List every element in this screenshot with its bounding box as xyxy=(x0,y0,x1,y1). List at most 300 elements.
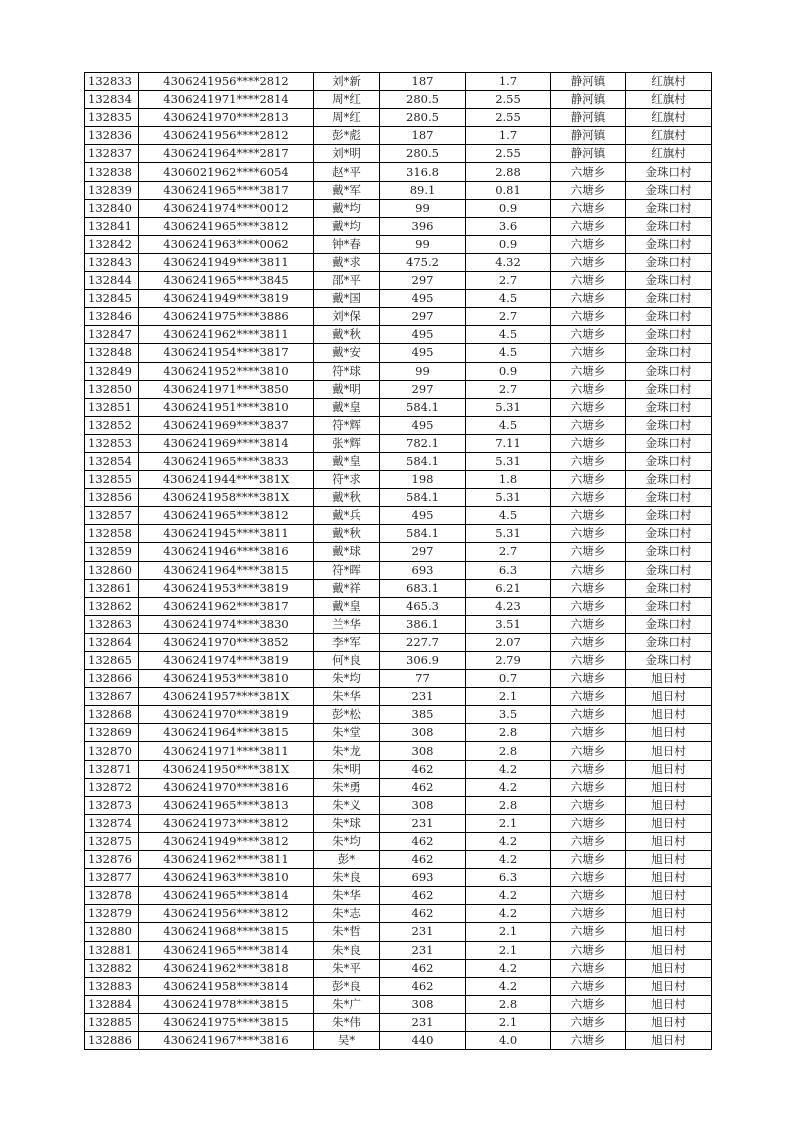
id-number-cell: 4306241958****381X xyxy=(139,489,314,507)
row-number-cell: 132835 xyxy=(85,109,139,127)
person-name-cell: 朱*良 xyxy=(314,869,380,887)
amount-cell: 385 xyxy=(380,706,466,724)
village-cell: 金珠口村 xyxy=(626,308,712,326)
person-name-cell: 吴* xyxy=(314,1031,380,1049)
quantity-cell: 4.2 xyxy=(466,959,551,977)
township-cell: 静河镇 xyxy=(551,73,626,91)
table-row xyxy=(85,760,712,778)
person-name-cell: 刘*保 xyxy=(314,308,380,326)
quantity-cell: 4.2 xyxy=(466,851,551,869)
row-number-cell: 132870 xyxy=(85,742,139,760)
person-name-cell: 朱*勇 xyxy=(314,778,380,796)
township-cell: 六塘乡 xyxy=(551,724,626,742)
row-number-cell: 132885 xyxy=(85,1013,139,1031)
row-number-cell: 132848 xyxy=(85,344,139,362)
id-number-cell: 4306241958****3814 xyxy=(139,977,314,995)
table-row xyxy=(85,887,712,905)
quantity-cell: 2.7 xyxy=(466,543,551,561)
amount-cell: 99 xyxy=(380,199,466,217)
table-row xyxy=(85,778,712,796)
amount-cell: 231 xyxy=(380,941,466,959)
person-name-cell: 周*红 xyxy=(314,91,380,109)
row-number-cell: 132877 xyxy=(85,869,139,887)
village-cell: 旭日村 xyxy=(626,1013,712,1031)
township-cell: 六塘乡 xyxy=(551,814,626,832)
village-cell: 金珠口村 xyxy=(626,199,712,217)
amount-cell: 693 xyxy=(380,869,466,887)
row-number-cell: 132860 xyxy=(85,561,139,579)
township-cell: 六塘乡 xyxy=(551,290,626,308)
table-row xyxy=(85,995,712,1013)
table-row xyxy=(85,253,712,271)
person-name-cell: 戴*皇 xyxy=(314,452,380,470)
village-cell: 旭日村 xyxy=(626,706,712,724)
row-number-cell: 132856 xyxy=(85,489,139,507)
id-number-cell: 4306241975****3815 xyxy=(139,1013,314,1031)
person-name-cell: 彭*松 xyxy=(314,706,380,724)
quantity-cell: 2.8 xyxy=(466,995,551,1013)
village-cell: 旭日村 xyxy=(626,778,712,796)
township-cell: 六塘乡 xyxy=(551,507,626,525)
person-name-cell: 朱*广 xyxy=(314,995,380,1013)
person-name-cell: 戴*秋 xyxy=(314,525,380,543)
township-cell: 六塘乡 xyxy=(551,561,626,579)
village-cell: 金珠口村 xyxy=(626,344,712,362)
row-number-cell: 132866 xyxy=(85,670,139,688)
id-number-cell: 4306241965****3813 xyxy=(139,796,314,814)
village-cell: 旭日村 xyxy=(626,977,712,995)
table-row xyxy=(85,91,712,109)
township-cell: 六塘乡 xyxy=(551,308,626,326)
village-cell: 金珠口村 xyxy=(626,543,712,561)
id-number-cell: 4306241968****3815 xyxy=(139,923,314,941)
village-cell: 红旗村 xyxy=(626,145,712,163)
row-number-cell: 132833 xyxy=(85,73,139,91)
table-row xyxy=(85,362,712,380)
table-row xyxy=(85,471,712,489)
id-number-cell: 4306241956****2812 xyxy=(139,127,314,145)
amount-cell: 462 xyxy=(380,959,466,977)
table-row xyxy=(85,579,712,597)
table-row xyxy=(85,923,712,941)
township-cell: 六塘乡 xyxy=(551,869,626,887)
id-number-cell: 4306241967****3816 xyxy=(139,1031,314,1049)
amount-cell: 280.5 xyxy=(380,145,466,163)
table-row xyxy=(85,290,712,308)
id-number-cell: 4306241973****3812 xyxy=(139,814,314,832)
id-number-cell: 4306241965****3814 xyxy=(139,941,314,959)
table-row xyxy=(85,507,712,525)
amount-cell: 99 xyxy=(380,362,466,380)
table-row xyxy=(85,851,712,869)
village-cell: 旭日村 xyxy=(626,905,712,923)
amount-cell: 308 xyxy=(380,724,466,742)
person-name-cell: 符*辉 xyxy=(314,416,380,434)
village-cell: 旭日村 xyxy=(626,869,712,887)
township-cell: 六塘乡 xyxy=(551,887,626,905)
quantity-cell: 4.2 xyxy=(466,905,551,923)
quantity-cell: 4.2 xyxy=(466,778,551,796)
quantity-cell: 4.5 xyxy=(466,326,551,344)
quantity-cell: 4.23 xyxy=(466,597,551,615)
table-row xyxy=(85,814,712,832)
amount-cell: 462 xyxy=(380,832,466,850)
village-cell: 旭日村 xyxy=(626,851,712,869)
quantity-cell: 6.3 xyxy=(466,869,551,887)
person-name-cell: 戴*皇 xyxy=(314,597,380,615)
village-cell: 旭日村 xyxy=(626,742,712,760)
village-cell: 金珠口村 xyxy=(626,398,712,416)
village-cell: 金珠口村 xyxy=(626,380,712,398)
quantity-cell: 5.31 xyxy=(466,452,551,470)
amount-cell: 308 xyxy=(380,742,466,760)
table-row xyxy=(85,742,712,760)
table-row xyxy=(85,561,712,579)
person-name-cell: 朱*哲 xyxy=(314,923,380,941)
id-number-cell: 4306241965****3814 xyxy=(139,887,314,905)
person-name-cell: 李*军 xyxy=(314,633,380,651)
table-row xyxy=(85,796,712,814)
id-number-cell: 4306241957****381X xyxy=(139,688,314,706)
row-number-cell: 132874 xyxy=(85,814,139,832)
quantity-cell: 2.1 xyxy=(466,923,551,941)
township-cell: 六塘乡 xyxy=(551,923,626,941)
id-number-cell: 4306241974****0012 xyxy=(139,199,314,217)
table-row xyxy=(85,832,712,850)
id-number-cell: 4306241951****3810 xyxy=(139,398,314,416)
quantity-cell: 2.8 xyxy=(466,742,551,760)
table-row xyxy=(85,235,712,253)
person-name-cell: 戴*军 xyxy=(314,181,380,199)
amount-cell: 462 xyxy=(380,977,466,995)
village-cell: 旭日村 xyxy=(626,941,712,959)
table-row xyxy=(85,272,712,290)
quantity-cell: 2.55 xyxy=(466,145,551,163)
village-cell: 金珠口村 xyxy=(626,579,712,597)
table-row xyxy=(85,452,712,470)
person-name-cell: 朱*华 xyxy=(314,887,380,905)
table-row xyxy=(85,706,712,724)
id-number-cell: 4306241970****3816 xyxy=(139,778,314,796)
id-number-cell: 4306241969****3837 xyxy=(139,416,314,434)
village-cell: 红旗村 xyxy=(626,109,712,127)
township-cell: 六塘乡 xyxy=(551,235,626,253)
row-number-cell: 132879 xyxy=(85,905,139,923)
person-name-cell: 戴*球 xyxy=(314,543,380,561)
township-cell: 六塘乡 xyxy=(551,1031,626,1049)
row-number-cell: 132858 xyxy=(85,525,139,543)
township-cell: 静河镇 xyxy=(551,109,626,127)
id-number-cell: 4306241978****3815 xyxy=(139,995,314,1013)
row-number-cell: 132868 xyxy=(85,706,139,724)
person-name-cell: 朱*华 xyxy=(314,688,380,706)
quantity-cell: 4.5 xyxy=(466,290,551,308)
amount-cell: 89.1 xyxy=(380,181,466,199)
table-row xyxy=(85,1031,712,1049)
id-number-cell: 4306241974****3819 xyxy=(139,652,314,670)
table-row xyxy=(85,434,712,452)
quantity-cell: 4.2 xyxy=(466,832,551,850)
table-row xyxy=(85,869,712,887)
table-row xyxy=(85,525,712,543)
row-number-cell: 132842 xyxy=(85,235,139,253)
table-row xyxy=(85,977,712,995)
row-number-cell: 132849 xyxy=(85,362,139,380)
township-cell: 六塘乡 xyxy=(551,199,626,217)
township-cell: 六塘乡 xyxy=(551,380,626,398)
id-number-cell: 4306241964****3815 xyxy=(139,561,314,579)
table-row xyxy=(85,959,712,977)
id-number-cell: 4306241949****3812 xyxy=(139,832,314,850)
township-cell: 六塘乡 xyxy=(551,670,626,688)
row-number-cell: 132864 xyxy=(85,633,139,651)
township-cell: 六塘乡 xyxy=(551,597,626,615)
table-row xyxy=(85,1013,712,1031)
township-cell: 六塘乡 xyxy=(551,344,626,362)
village-cell: 旭日村 xyxy=(626,832,712,850)
id-number-cell: 4306241962****3817 xyxy=(139,597,314,615)
person-name-cell: 戴*明 xyxy=(314,380,380,398)
person-name-cell: 钟*春 xyxy=(314,235,380,253)
village-cell: 金珠口村 xyxy=(626,633,712,651)
village-cell: 金珠口村 xyxy=(626,652,712,670)
row-number-cell: 132852 xyxy=(85,416,139,434)
amount-cell: 584.1 xyxy=(380,398,466,416)
row-number-cell: 132876 xyxy=(85,851,139,869)
id-number-cell: 4306241970****3852 xyxy=(139,633,314,651)
person-name-cell: 赵*平 xyxy=(314,163,380,181)
village-cell: 旭日村 xyxy=(626,724,712,742)
quantity-cell: 4.0 xyxy=(466,1031,551,1049)
township-cell: 六塘乡 xyxy=(551,652,626,670)
township-cell: 六塘乡 xyxy=(551,579,626,597)
village-cell: 金珠口村 xyxy=(626,217,712,235)
row-number-cell: 132869 xyxy=(85,724,139,742)
id-number-cell: 4306241949****3811 xyxy=(139,253,314,271)
id-number-cell: 4306241974****3830 xyxy=(139,615,314,633)
quantity-cell: 4.5 xyxy=(466,344,551,362)
township-cell: 六塘乡 xyxy=(551,525,626,543)
township-cell: 静河镇 xyxy=(551,91,626,109)
village-cell: 旭日村 xyxy=(626,959,712,977)
row-number-cell: 132859 xyxy=(85,543,139,561)
amount-cell: 495 xyxy=(380,416,466,434)
row-number-cell: 132880 xyxy=(85,923,139,941)
person-name-cell: 朱*平 xyxy=(314,959,380,977)
amount-cell: 198 xyxy=(380,471,466,489)
amount-cell: 231 xyxy=(380,1013,466,1031)
village-cell: 金珠口村 xyxy=(626,326,712,344)
row-number-cell: 132837 xyxy=(85,145,139,163)
quantity-cell: 2.55 xyxy=(466,109,551,127)
township-cell: 六塘乡 xyxy=(551,760,626,778)
person-name-cell: 戴*均 xyxy=(314,199,380,217)
id-number-cell: 4306241950****381X xyxy=(139,760,314,778)
person-name-cell: 戴*国 xyxy=(314,290,380,308)
person-name-cell: 朱*良 xyxy=(314,941,380,959)
person-name-cell: 戴*秋 xyxy=(314,326,380,344)
person-name-cell: 彭* xyxy=(314,851,380,869)
quantity-cell: 3.51 xyxy=(466,615,551,633)
amount-cell: 231 xyxy=(380,688,466,706)
person-name-cell: 朱*球 xyxy=(314,814,380,832)
amount-cell: 231 xyxy=(380,814,466,832)
amount-cell: 316.8 xyxy=(380,163,466,181)
amount-cell: 440 xyxy=(380,1031,466,1049)
village-cell: 金珠口村 xyxy=(626,615,712,633)
row-number-cell: 132836 xyxy=(85,127,139,145)
row-number-cell: 132844 xyxy=(85,272,139,290)
row-number-cell: 132853 xyxy=(85,434,139,452)
quantity-cell: 1.8 xyxy=(466,471,551,489)
amount-cell: 462 xyxy=(380,887,466,905)
township-cell: 六塘乡 xyxy=(551,851,626,869)
id-number-cell: 4306241965****3833 xyxy=(139,452,314,470)
id-number-cell: 4306241946****3816 xyxy=(139,543,314,561)
amount-cell: 231 xyxy=(380,923,466,941)
quantity-cell: 2.79 xyxy=(466,652,551,670)
person-name-cell: 朱*义 xyxy=(314,796,380,814)
id-number-cell: 4306241952****3810 xyxy=(139,362,314,380)
village-cell: 红旗村 xyxy=(626,73,712,91)
person-name-cell: 戴*求 xyxy=(314,253,380,271)
village-cell: 旭日村 xyxy=(626,814,712,832)
row-number-cell: 132871 xyxy=(85,760,139,778)
township-cell: 六塘乡 xyxy=(551,489,626,507)
quantity-cell: 1.7 xyxy=(466,127,551,145)
village-cell: 金珠口村 xyxy=(626,362,712,380)
id-number-cell: 4306241965****3817 xyxy=(139,181,314,199)
person-name-cell: 周*红 xyxy=(314,109,380,127)
row-number-cell: 132882 xyxy=(85,959,139,977)
person-name-cell: 朱*明 xyxy=(314,760,380,778)
person-name-cell: 邵*平 xyxy=(314,272,380,290)
person-name-cell: 戴*祥 xyxy=(314,579,380,597)
row-number-cell: 132881 xyxy=(85,941,139,959)
amount-cell: 308 xyxy=(380,796,466,814)
amount-cell: 297 xyxy=(380,380,466,398)
amount-cell: 495 xyxy=(380,326,466,344)
village-cell: 旭日村 xyxy=(626,1031,712,1049)
amount-cell: 187 xyxy=(380,73,466,91)
village-cell: 红旗村 xyxy=(626,91,712,109)
id-number-cell: 4306241962****3811 xyxy=(139,326,314,344)
row-number-cell: 132855 xyxy=(85,471,139,489)
table-row xyxy=(85,597,712,615)
quantity-cell: 2.1 xyxy=(466,814,551,832)
data-table xyxy=(84,72,712,1050)
table-row xyxy=(85,633,712,651)
village-cell: 旭日村 xyxy=(626,760,712,778)
township-cell: 六塘乡 xyxy=(551,832,626,850)
id-number-cell: 4306241953****3810 xyxy=(139,670,314,688)
village-cell: 金珠口村 xyxy=(626,525,712,543)
amount-cell: 782.1 xyxy=(380,434,466,452)
table-row xyxy=(85,724,712,742)
township-cell: 六塘乡 xyxy=(551,362,626,380)
amount-cell: 584.1 xyxy=(380,452,466,470)
amount-cell: 693 xyxy=(380,561,466,579)
village-cell: 金珠口村 xyxy=(626,452,712,470)
village-cell: 金珠口村 xyxy=(626,416,712,434)
amount-cell: 475.2 xyxy=(380,253,466,271)
quantity-cell: 4.2 xyxy=(466,977,551,995)
person-name-cell: 彭*良 xyxy=(314,977,380,995)
township-cell: 六塘乡 xyxy=(551,941,626,959)
id-number-cell: 4306241944****381X xyxy=(139,471,314,489)
id-number-cell: 4306241969****3814 xyxy=(139,434,314,452)
table-row xyxy=(85,398,712,416)
table-row xyxy=(85,489,712,507)
amount-cell: 308 xyxy=(380,995,466,1013)
township-cell: 六塘乡 xyxy=(551,995,626,1013)
row-number-cell: 132886 xyxy=(85,1031,139,1049)
township-cell: 六塘乡 xyxy=(551,796,626,814)
id-number-cell: 4306241945****3811 xyxy=(139,525,314,543)
village-cell: 红旗村 xyxy=(626,127,712,145)
table-row xyxy=(85,652,712,670)
quantity-cell: 2.1 xyxy=(466,688,551,706)
person-name-cell: 戴*兵 xyxy=(314,507,380,525)
quantity-cell: 2.8 xyxy=(466,796,551,814)
township-cell: 六塘乡 xyxy=(551,633,626,651)
table-row xyxy=(85,380,712,398)
id-number-cell: 4306241971****3811 xyxy=(139,742,314,760)
person-name-cell: 符*晖 xyxy=(314,561,380,579)
township-cell: 六塘乡 xyxy=(551,217,626,235)
person-name-cell: 刘*新 xyxy=(314,73,380,91)
amount-cell: 462 xyxy=(380,851,466,869)
township-cell: 六塘乡 xyxy=(551,905,626,923)
amount-cell: 280.5 xyxy=(380,109,466,127)
township-cell: 静河镇 xyxy=(551,145,626,163)
row-number-cell: 132846 xyxy=(85,308,139,326)
person-name-cell: 朱*伟 xyxy=(314,1013,380,1031)
quantity-cell: 4.5 xyxy=(466,416,551,434)
quantity-cell: 0.7 xyxy=(466,670,551,688)
id-number-cell: 4306241965****3812 xyxy=(139,217,314,235)
quantity-cell: 7.11 xyxy=(466,434,551,452)
row-number-cell: 132863 xyxy=(85,615,139,633)
township-cell: 六塘乡 xyxy=(551,452,626,470)
row-number-cell: 132875 xyxy=(85,832,139,850)
row-number-cell: 132884 xyxy=(85,995,139,1013)
township-cell: 六塘乡 xyxy=(551,434,626,452)
amount-cell: 187 xyxy=(380,127,466,145)
amount-cell: 584.1 xyxy=(380,525,466,543)
table-row xyxy=(85,199,712,217)
quantity-cell: 2.7 xyxy=(466,380,551,398)
quantity-cell: 2.07 xyxy=(466,633,551,651)
village-cell: 旭日村 xyxy=(626,670,712,688)
amount-cell: 495 xyxy=(380,507,466,525)
id-number-cell: 4306241956****2812 xyxy=(139,73,314,91)
person-name-cell: 戴*安 xyxy=(314,344,380,362)
village-cell: 旭日村 xyxy=(626,688,712,706)
amount-cell: 77 xyxy=(380,670,466,688)
village-cell: 金珠口村 xyxy=(626,489,712,507)
row-number-cell: 132857 xyxy=(85,507,139,525)
amount-cell: 280.5 xyxy=(380,91,466,109)
id-number-cell: 4306241975****3886 xyxy=(139,308,314,326)
table-row xyxy=(85,344,712,362)
township-cell: 六塘乡 xyxy=(551,778,626,796)
amount-cell: 495 xyxy=(380,290,466,308)
village-cell: 金珠口村 xyxy=(626,471,712,489)
quantity-cell: 1.7 xyxy=(466,73,551,91)
quantity-cell: 4.2 xyxy=(466,887,551,905)
village-cell: 金珠口村 xyxy=(626,434,712,452)
